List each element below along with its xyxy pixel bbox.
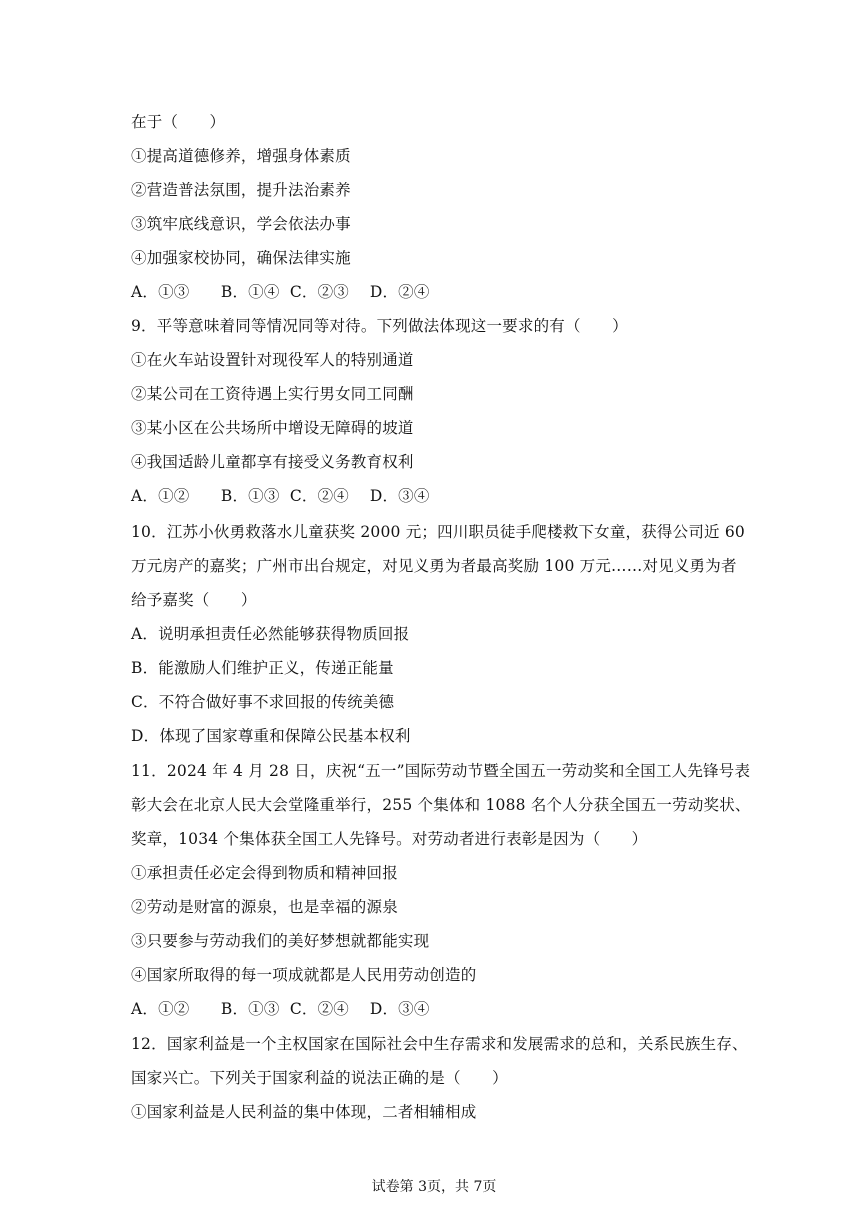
option-line: ③只要参与劳动我们的美好梦想就都能实现 xyxy=(131,932,430,950)
answer-choices: A．①③ B．①④ C．②③ D．②④ xyxy=(131,283,430,301)
answer-choices: A．①② B．①③ C．②④ D．③④ xyxy=(131,487,430,505)
question-10: 10．江苏小伙勇救落水儿童获奖 2000 元；四川职员徒手爬楼救下女童，获得公司近 60 xyxy=(131,523,745,541)
option-line: ②营造普法氛围，提升法治素养 xyxy=(131,181,351,199)
text-line: 在于（ ） xyxy=(131,113,226,131)
page-footer: 试卷第 3页，共 7页 xyxy=(371,1179,497,1195)
answer-choices: A．①② B．①③ C．②④ D．③④ xyxy=(131,1000,430,1018)
question-12-cont: 国家兴亡。下列关于国家利益的说法正确的是（ ） xyxy=(131,1069,508,1087)
question-10-cont: 万元房产的嘉奖；广州市出台规定，对见义勇为者最高奖励 100 万元……对见义勇为者 xyxy=(131,557,737,575)
question-11-cont: 彰大会在北京人民大会堂隆重举行，255 个集体和 1088 名个人分获全国五一劳动奖状、 xyxy=(131,796,751,814)
option-line: ①在火车站设置针对现役军人的特别通道 xyxy=(131,351,414,369)
question-9: 9．平等意味着同等情况同等对待。下列做法体现这一要求的有（ ） xyxy=(131,317,628,335)
option-a: A．说明承担责任必然能够获得物质回报 xyxy=(131,625,410,643)
option-line: ③某小区在公共场所中增设无障碍的坡道 xyxy=(131,419,414,437)
option-line: ②劳动是财富的源泉，也是幸福的源泉 xyxy=(131,898,398,916)
option-line: ④我国适龄儿童都享有接受义务教育权利 xyxy=(131,453,414,471)
option-line: ④加强家校协同，确保法律实施 xyxy=(131,249,351,267)
question-10-cont: 给予嘉奖（ ） xyxy=(131,591,257,609)
option-d: D．体现了国家尊重和保障公民基本权利 xyxy=(131,727,411,745)
option-line: ②某公司在工资待遇上实行男女同工同酬 xyxy=(131,385,414,403)
question-12: 12．国家利益是一个主权国家在国际社会中生存需求和发展需求的总和，关系民族生存、 xyxy=(131,1035,748,1053)
question-11-cont: 奖章，1034 个集体获全国工人先锋号。对劳动者进行表彰是因为（ ） xyxy=(131,830,648,848)
option-line: ①承担责任必定会得到物质和精神回报 xyxy=(131,864,398,882)
option-b: B．能激励人们维护正义，传递正能量 xyxy=(131,659,394,677)
option-line: ③筑牢底线意识，学会依法办事 xyxy=(131,215,351,233)
question-11: 11．2024 年 4 月 28 日，庆祝“五一”国际劳动节暨全国五一劳动奖和全国工人先锋号表 xyxy=(131,762,751,780)
option-line: ④国家所取得的每一项成就都是人民用劳动创造的 xyxy=(131,966,477,984)
option-line: ①提高道德修养，增强身体素质 xyxy=(131,147,351,165)
option-c: C．不符合做好事不求回报的传统美德 xyxy=(131,693,395,711)
option-line: ①国家利益是人民利益的集中体现，二者相辅相成 xyxy=(131,1103,477,1121)
